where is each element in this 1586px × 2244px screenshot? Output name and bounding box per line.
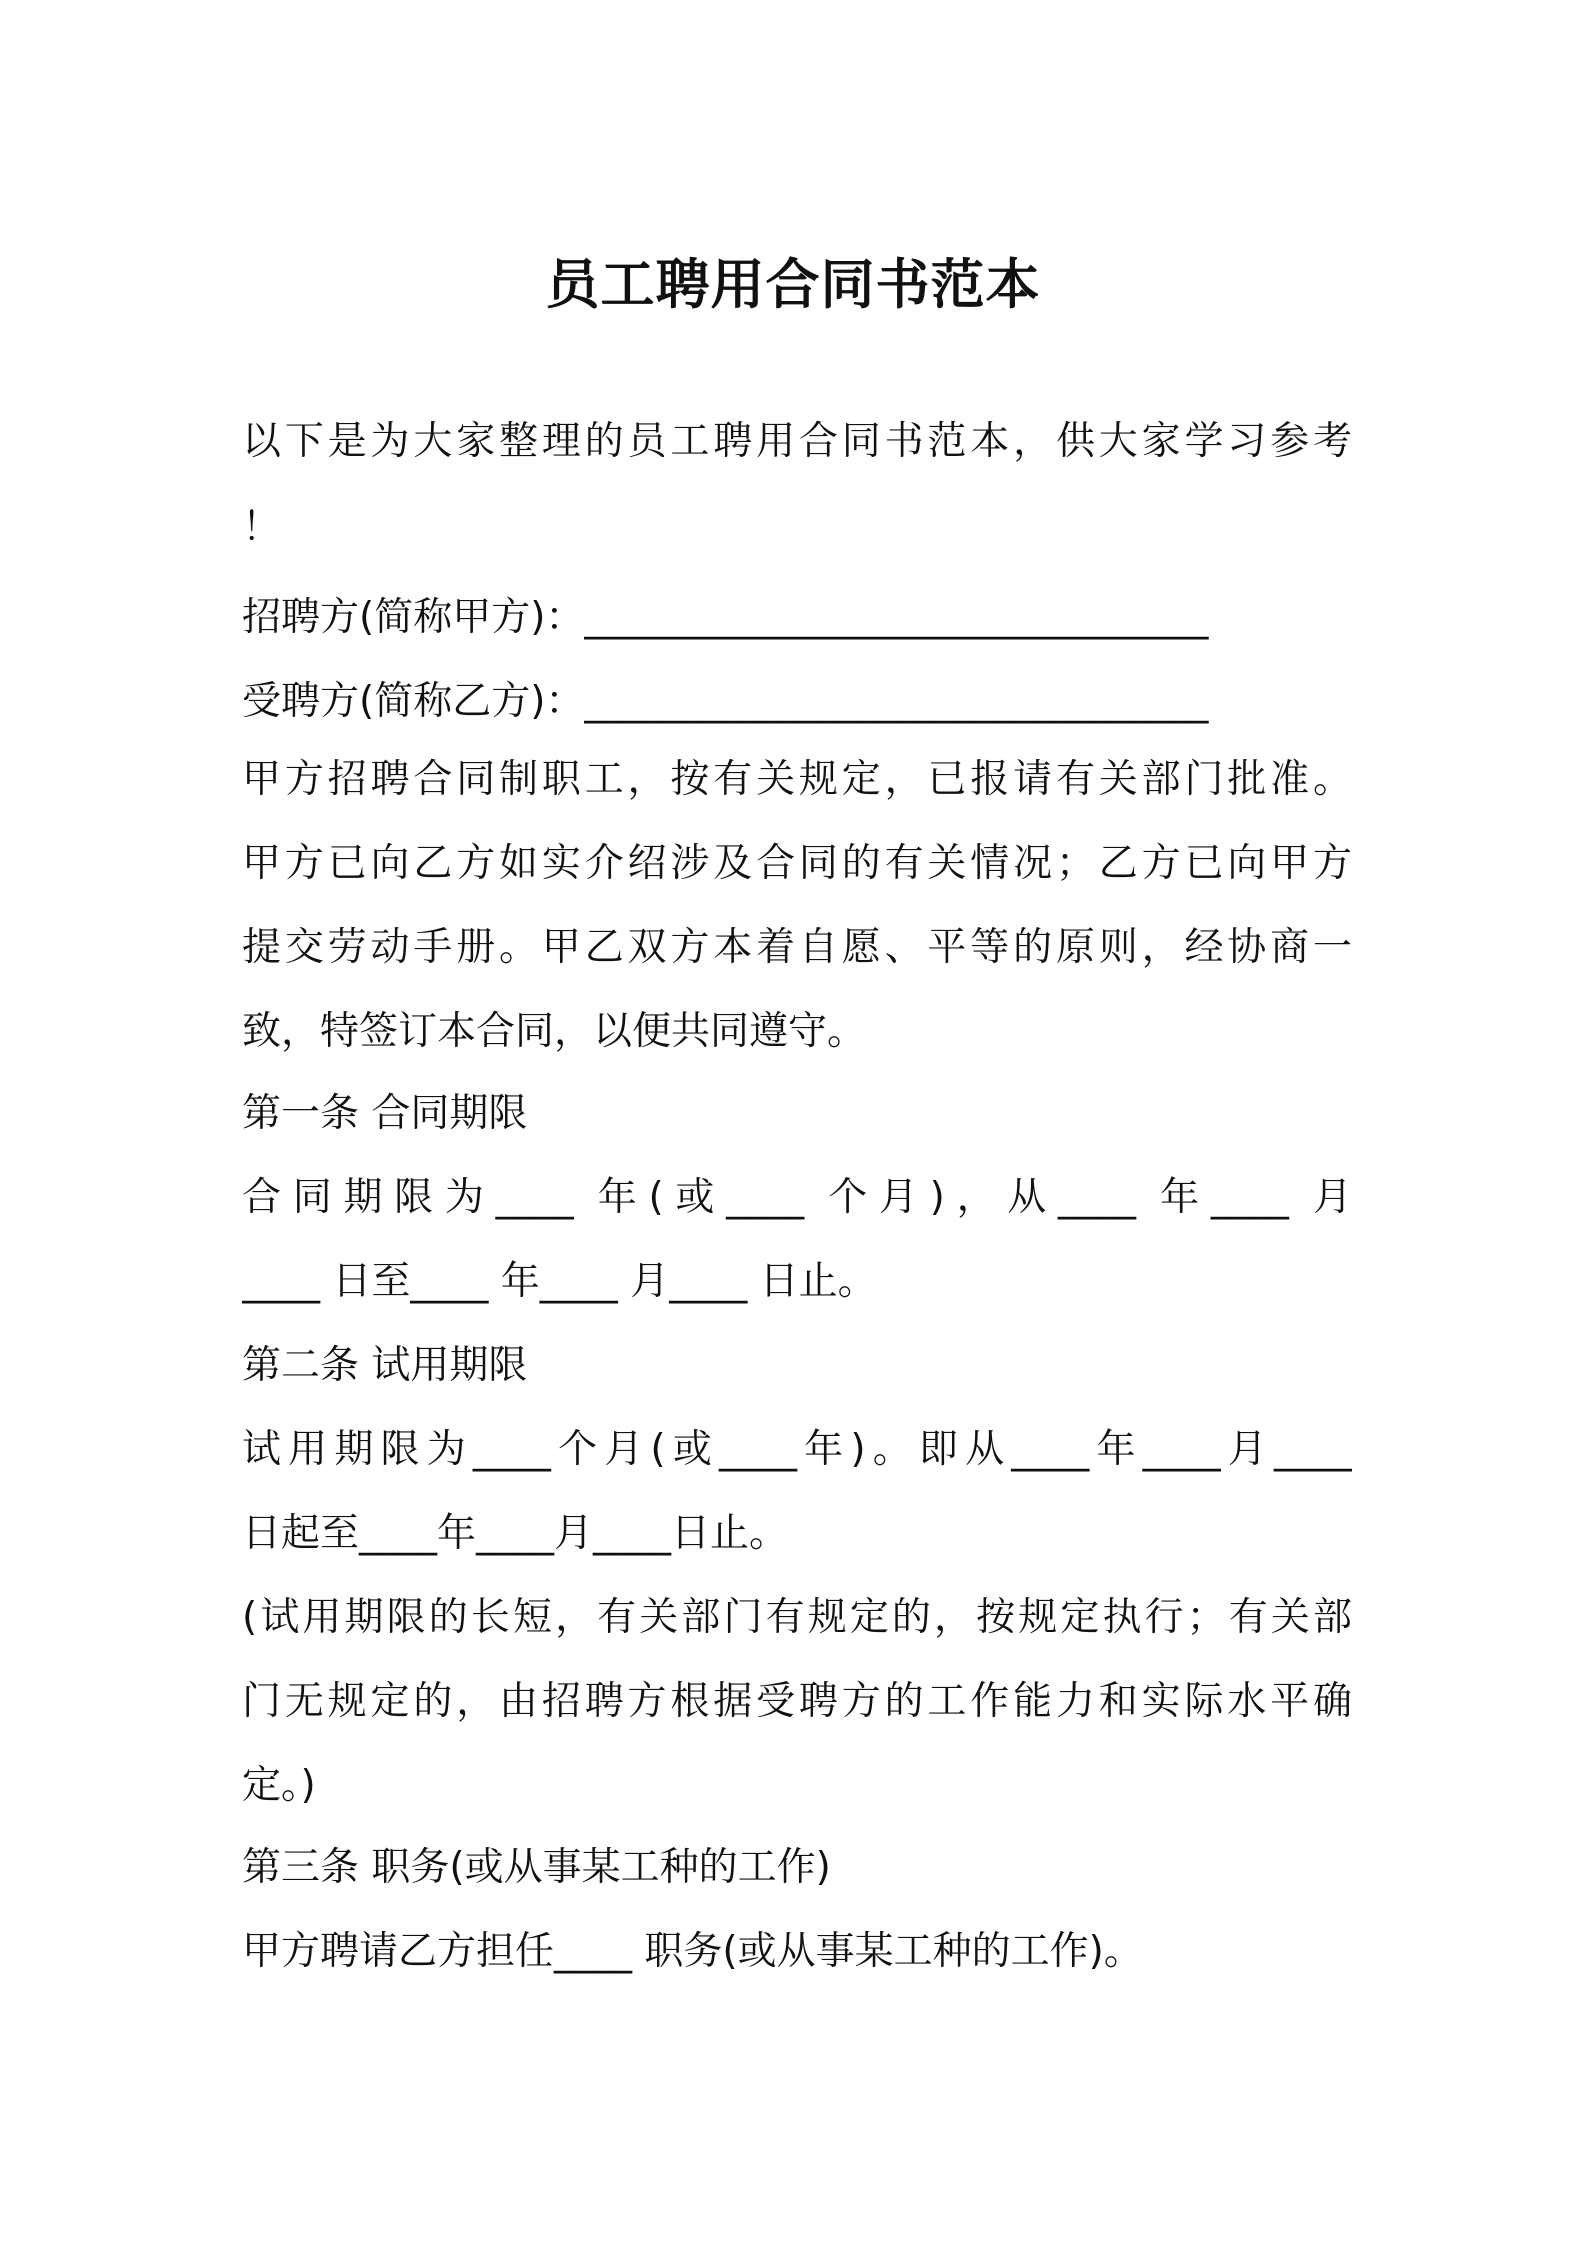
employer-field: 招聘方(简称甲方)：________________________________ bbox=[242, 595, 1209, 640]
employee-field: 受聘方(简称乙方)：________________________________ bbox=[242, 679, 1209, 724]
article-3-heading: 第三条 职务(或从事某工种的工作) bbox=[242, 1845, 831, 1890]
article-1-line: 合同期限为____ 年(或____ 个月)，从____ 年____ 月 bbox=[242, 1175, 1352, 1220]
intro-line-1: 以下是为大家整理的员工聘用合同书范本，供大家学习参考 bbox=[242, 419, 1352, 464]
article-2-line: 日起至____年____月____日止。 bbox=[242, 1511, 789, 1556]
paragraph-line: 致，特签订本合同，以便共同遵守。 bbox=[242, 1009, 867, 1054]
paragraph-line: 甲方已向乙方如实介绍涉及合同的有关情况；乙方已向甲方 bbox=[242, 841, 1352, 886]
document-title: 员工聘用合同书范本 bbox=[545, 253, 1041, 316]
paragraph-line: 提交劳动手册。甲乙双方本着自愿、平等的原则，经协商一 bbox=[242, 925, 1352, 970]
article-3-line: 甲方聘请乙方担任____ 职务(或从事某工种的工作)。 bbox=[242, 1929, 1143, 1974]
intro-line-2: ！ bbox=[242, 505, 282, 550]
article-1-line: ____ 日至____ 年____ 月____ 日止。 bbox=[242, 1259, 877, 1304]
note-line: 定。) bbox=[242, 1763, 316, 1808]
article-1-heading: 第一条 合同期限 bbox=[242, 1091, 528, 1136]
article-2-heading: 第二条 试用期限 bbox=[242, 1343, 528, 1388]
article-2-line: 试用期限为____个月(或____年)。即从____年____月____ bbox=[242, 1427, 1352, 1472]
note-line: (试用期限的长短，有关部门有规定的，按规定执行；有关部 bbox=[242, 1595, 1352, 1640]
note-line: 门无规定的，由招聘方根据受聘方的工作能力和实际水平确 bbox=[242, 1679, 1352, 1724]
paragraph-line: 甲方招聘合同制职工，按有关规定，已报请有关部门批准。 bbox=[242, 757, 1352, 802]
